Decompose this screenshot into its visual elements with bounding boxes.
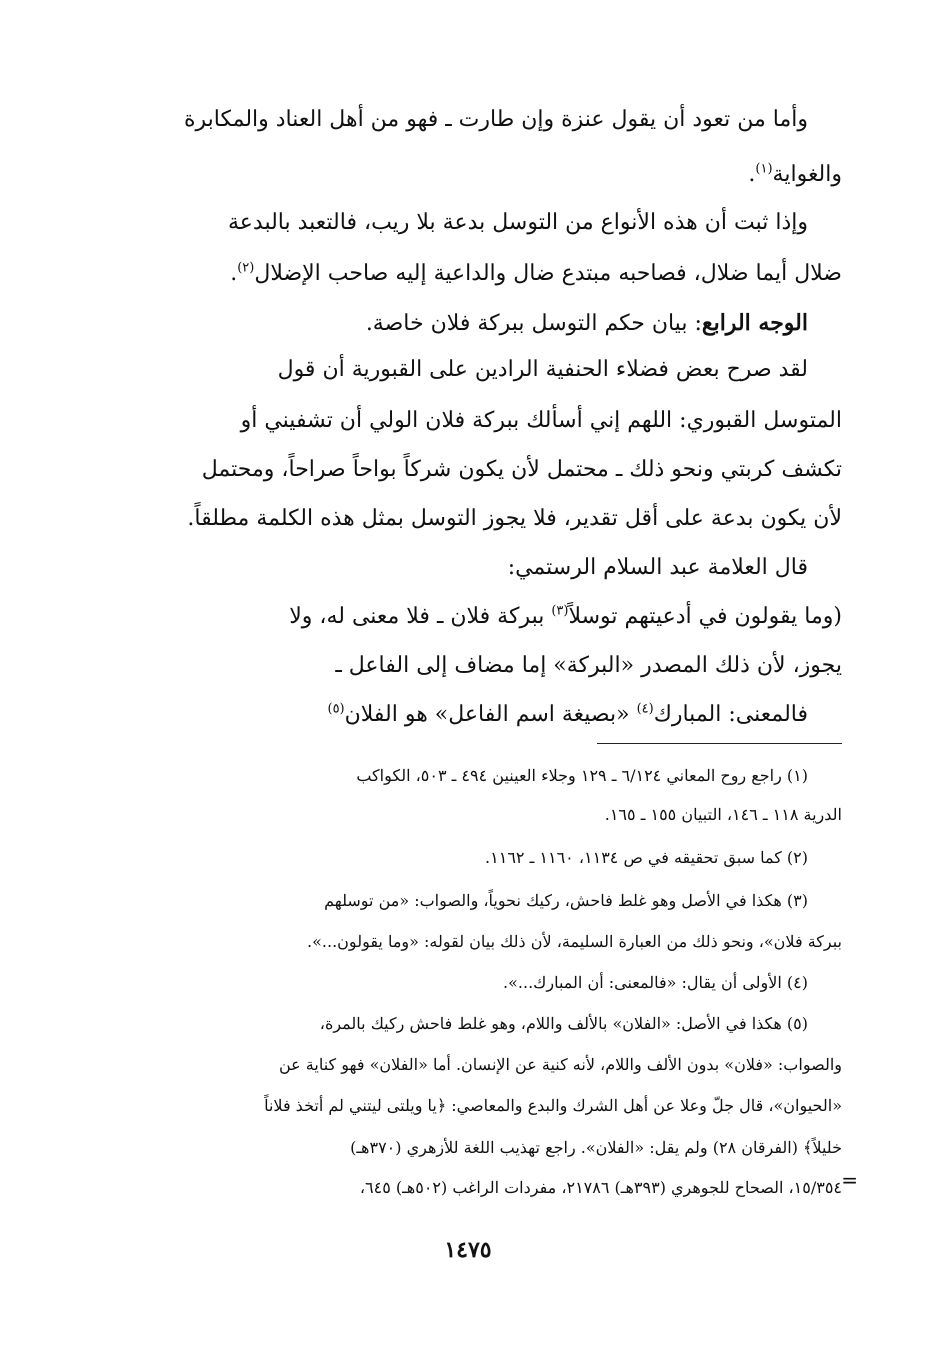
main-line-10-text: قال العلامة عبد السلام الرستمي: (507, 555, 808, 580)
footnote-line-7-text: (٥) هكذا في الأصل: «الفلان» بالألف واللام، وهو غلط فاحش ركيك بالمرة، (319, 1014, 808, 1033)
footnote-separator (597, 743, 842, 744)
footnote-line-1-text: (١) راجع روح المعاني ٦/١٢٤ ـ ١٢٩ وجلاء العينين ٤٩٤ ـ ٥٠٣، الكواكب (356, 766, 808, 785)
footnote-line-4 (94, 881, 842, 921)
footnote-line-9 (94, 1086, 842, 1126)
footnote-line-4-text: (٣) هكذا في الأصل وهو غلط فاحش، ركيك نحوياً، والصواب: «من توسلهم (324, 891, 808, 910)
footnote-line-7 (94, 1004, 842, 1044)
footnote-line-3-text: (٢) كما سبق تحقيقه في ص ١١٣٤، ١١٦٠ ـ ١١٦٢. (485, 848, 808, 867)
footnote-line-2-text: الدرية ١١٨ ـ ١٤٦، التبيان ١٥٥ ـ ١٦٥. (604, 805, 842, 824)
main-line-13 (94, 687, 842, 743)
main-line-4-end: . (230, 261, 238, 286)
main-line-9 (94, 491, 842, 547)
main-line-13-mid: «بصيغة اسم الفاعل» هو الفلان (344, 702, 637, 727)
footnote-line-10-text: خليلاً﴾ (الفرقان ٢٨) ولم يقل: «الفلان». راجع تهذيب اللغة للأزهري (٣٧٠هـ) (350, 1138, 842, 1157)
main-line-8-text: تكشف كربتي ونحو ذلك ـ محتمل لأن يكون شركاً بواحاً صراحاً، ومحتمل (201, 457, 842, 482)
footnote-line-9-text: «الحيوان»، قال جلّ وعلا عن أهل الشرك والبدع والمعاصي: ﴿يا ويلتى ليتني لم أتخذ فلاناً (264, 1096, 842, 1115)
footnote-line-11-text: ١٥/٣٥٤، الصحاح للجوهري (٣٩٣هـ) ٢١٧٨٦، مفردات الراغب (٥٠٢هـ) ٦٤٥، (359, 1178, 842, 1197)
footnote-ref-2[interactable]: (٢) (237, 260, 255, 276)
page-number: ١٤٧٥ (444, 1237, 492, 1263)
footnote-line-5 (94, 922, 842, 962)
footnote-ref-3[interactable]: (٣) (551, 603, 569, 619)
footnote-line-8-text: والصواب: «فلان» بدون الألف واللام، لأنه كنية عن الإنسان. أما «الفلان» فهو كناية عن (278, 1055, 842, 1074)
main-line-10 (94, 540, 842, 596)
continuation-mark: = (841, 1168, 858, 1192)
footnote-ref-4[interactable]: (٤) (636, 701, 654, 717)
main-line-3 (94, 195, 842, 251)
footnote-line-6 (94, 963, 842, 1003)
main-line-9-text: لأن يكون بدعة على أقل تقدير، فلا يجوز التوسل بمثل هذه الكلمة مطلقاً. (187, 506, 842, 531)
footnote-line-8 (94, 1045, 842, 1085)
main-line-2-end: . (748, 162, 756, 187)
footnote-line-11 (94, 1168, 842, 1208)
main-line-4-text: ضلال أيما ضلال، فصاحبه مبتدع ضال والداعية إليه صاحب الإضلال (254, 261, 842, 286)
footnote-line-3 (94, 838, 842, 878)
main-line-4 (94, 246, 842, 302)
footnote-line-10 (94, 1128, 842, 1168)
section-heading: الوجه الرابع (701, 310, 808, 336)
main-text (94, 92, 842, 752)
main-line-11-text: (وما يقولون في أدعيتهم توسلاً (568, 604, 842, 629)
main-line-7-text: المتوسل القبوري: اللهم إني أسألك ببركة فلان الولي أن تشفيني أو (240, 408, 842, 433)
main-line-8 (94, 442, 842, 498)
footnote-line-6-text: (٤) الأولى أن يقال: «فالمعنى: أن المبارك...». (503, 973, 808, 992)
main-line-6 (94, 342, 842, 398)
footnote-ref-1[interactable]: (١) (755, 161, 773, 177)
main-line-1-text: وأما من تعود أن يقول عنزة وإن طارت ـ فهو من أهل العناد والمكابرة (183, 107, 808, 132)
main-line-12 (94, 638, 842, 694)
main-line-13-text: فالمعنى: المبارك (653, 702, 808, 727)
footnote-line-2 (94, 795, 842, 835)
main-line-1 (94, 92, 842, 148)
main-line-6-text: لقد صرح بعض فضلاء الحنفية الرادين على القبورية أن قول (277, 357, 808, 382)
main-line-7 (94, 393, 842, 449)
footnote-line-5-text: ببركة فلان»، ونحو ذلك من العبارة السليمة، لأن ذلك بيان لقوله: «وما يقولون...». (307, 932, 842, 951)
main-line-12-text: يجوز، لأن ذلك المصدر «البركة» إما مضاف إلى الفاعل ـ (335, 653, 842, 678)
main-line-11-end: ببركة فلان ـ فلا معنى له، ولا (289, 604, 552, 629)
main-line-3-text: وإذا ثبت أن هذه الأنواع من التوسل بدعة بلا ريب، فالتعبد بالبدعة (227, 210, 808, 235)
main-line-11 (94, 589, 842, 645)
main-line-2-text: والغواية (772, 162, 842, 187)
footnote-ref-5[interactable]: (٥) (327, 701, 345, 717)
main-line-5-end: : بيان حكم التوسل ببركة فلان خاصة. (365, 311, 702, 336)
footnotes (94, 756, 842, 1208)
footnote-line-1 (94, 756, 842, 796)
